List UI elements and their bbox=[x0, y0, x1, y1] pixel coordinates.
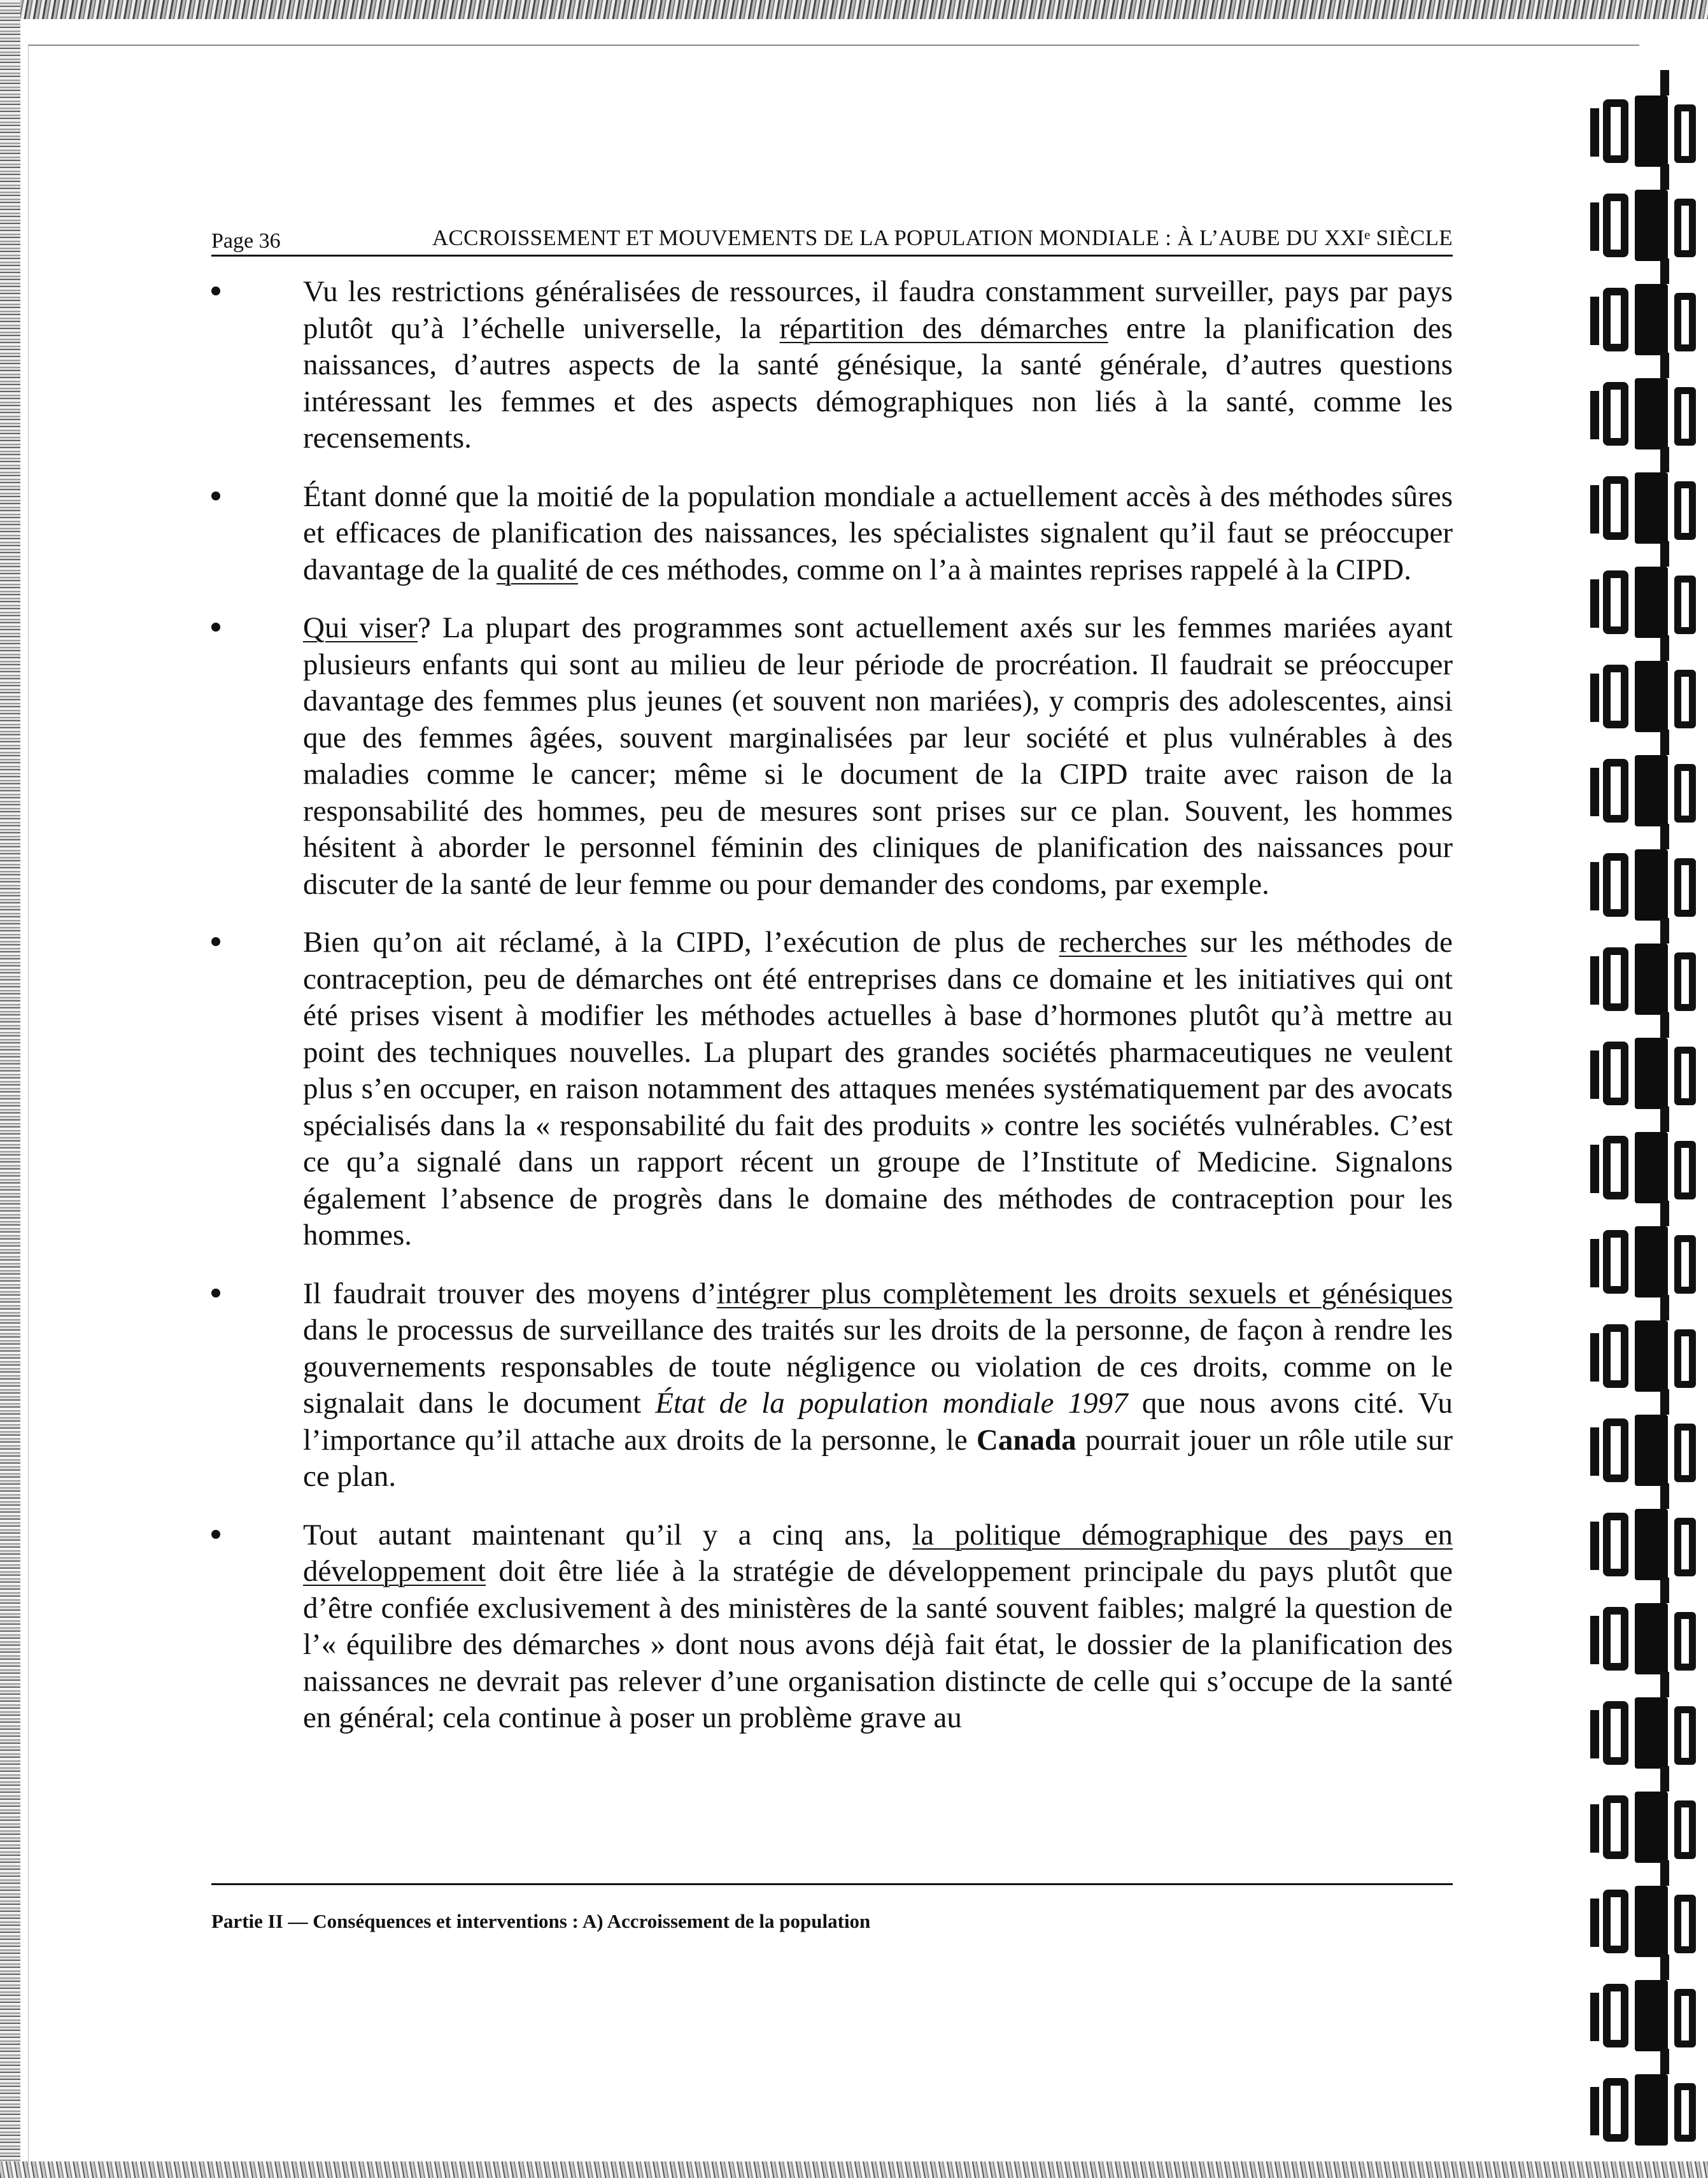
binding-coil bbox=[1589, 95, 1708, 190]
footer-rule bbox=[211, 1883, 1453, 1885]
binding-coil bbox=[1589, 1980, 1708, 2074]
bullet-item bbox=[211, 924, 1453, 1254]
bullet-item bbox=[211, 1517, 1453, 1737]
binding-coil bbox=[1589, 849, 1708, 944]
bullet-dot bbox=[211, 623, 220, 632]
bullet-text: Vu les restrictions généralisées de ressources, il faudra constamment surveiller, pays par pays plutôt qu’à l’échelle universelle, la répartition des démarches entre la planification des naissances, d’autres aspects de la santé génésique, la santé générale, d’autres questions intéressant les femmes et des aspects démographiques non liés à la santé, comme les recensements. bbox=[303, 275, 1453, 455]
binding-coil bbox=[1589, 1886, 1708, 1980]
binding-coil bbox=[1589, 755, 1708, 849]
binding-coil bbox=[1589, 1226, 1708, 1320]
binding-coil bbox=[1589, 1792, 1708, 1886]
binding-coil bbox=[1589, 1603, 1708, 1697]
bullet-item bbox=[211, 610, 1453, 903]
bullet-list bbox=[211, 274, 1453, 1758]
bullet-text: Qui viser? La plupart des programmes sont actuellement axés sur les femmes mariées ayant plusieurs enfants qui sont au milieu de leur période de procréation. Il faudrait se préoccuper davantage des femmes plus jeunes (et souvent non mariées), y compris des adolescentes, ainsi que des femmes âgées, souvent marginalisées par leur société et plus vulnérables à des maladies comme le cancer; même si le document de la CIPD traite avec raison de la responsabilité des hommes, peu de mesures sont prises sur ce plan. Souvent, les hommes hésitent à aborder le personnel féminin des cliniques de planification des naissances pour discuter de la santé de leur femme ou pour demander des condoms, par exemple. bbox=[303, 611, 1453, 901]
bullet-dot bbox=[211, 1530, 220, 1539]
bullet-dot bbox=[211, 491, 220, 500]
bullet-text: Étant donné que la moitié de la population mondiale a actuellement accès à des méthodes sûres et efficaces de planification des naissances, les spécialistes signalent qu’il faut se préoccuper davantage de la qualité de ces méthodes, comme on l’a à maintes reprises rappelé à la CIPD. bbox=[303, 479, 1453, 586]
binding-coil bbox=[1589, 1697, 1708, 1792]
binding-coil bbox=[1589, 284, 1708, 378]
binding-coil bbox=[1589, 661, 1708, 755]
binding-coil bbox=[1589, 1509, 1708, 1603]
binding-coil bbox=[1589, 472, 1708, 567]
scan-edge-top bbox=[0, 0, 1708, 19]
binding-coil bbox=[1589, 2074, 1708, 2168]
binding-coil bbox=[1589, 567, 1708, 661]
header-rule bbox=[211, 255, 1453, 257]
bullet-item bbox=[211, 274, 1453, 457]
bullet-dot bbox=[211, 286, 220, 295]
binding-coil bbox=[1589, 190, 1708, 284]
page-footer: Partie II — Conséquences et interventions : A) Accroissement de la population bbox=[211, 1910, 871, 1932]
binding-coil bbox=[1589, 1038, 1708, 1132]
binding-coil bbox=[1589, 1320, 1708, 1415]
scan-edge-left bbox=[0, 0, 20, 2178]
bullet-dot bbox=[211, 1289, 220, 1298]
spiral-binding bbox=[1589, 0, 1708, 2178]
binding-coil bbox=[1589, 1415, 1708, 1509]
bullet-text: Bien qu’on ait réclamé, à la CIPD, l’exécution de plus de recherches sur les méthodes de contraception, peu de démarches ont été entreprises dans ce domaine et les initiatives qui ont été prises visent à modifier les méthodes actuelles à base d’hormones plutôt qu’à mettre au point des techniques nouvelles. La plupart des grandes sociétés pharmaceutiques ne veulent plus s’en occuper, en raison notamment des attaques menées systématiquement par des avocats spécialisés dans la « responsabilité du fait des produits » contre les sociétés vulnérables. C’est ce qu’a signalé dans un rapport récent un groupe de l’Institute of Medicine. Signalons également l’absence de progrès dans le domaine des méthodes de contraception pour les hommes. bbox=[303, 926, 1453, 1252]
bullet-item bbox=[211, 1276, 1453, 1496]
bullet-item bbox=[211, 479, 1453, 589]
running-header bbox=[211, 225, 1453, 257]
binding-coil bbox=[1589, 1132, 1708, 1226]
binding-coil bbox=[1589, 378, 1708, 472]
bullet-text: Tout autant maintenant qu’il y a cinq ans, la politique démographique des pays en développement doit être liée à la stratégie de développement principale du pays plutôt que d’être confiée exclusivement à des ministères de la santé souvent faibles; malgré la question de l’« équilibre des démarches » dont nous avons déjà fait état, le dossier de la planification des naissances ne devrait pas relever d’une organisation distincte de celle qui s’occupe de la santé en général; cela continue à poser un problème grave au bbox=[303, 1518, 1453, 1734]
header-title: ACCROISSEMENT ET MOUVEMENTS DE LA POPULATION MONDIALE : À L’AUBE DU XXIᵉ SIÈCLE bbox=[432, 225, 1453, 250]
binding-coil bbox=[1589, 944, 1708, 1038]
bullet-text: Il faudrait trouver des moyens d’intégrer plus complètement les droits sexuels et génésiques dans le processus de surveillance des traités sur les droits de la personne, de façon à rendre les gouvernements responsables de toute négligence ou violation de ces droits, comme on le signalait dans le document État de la population mondiale 1997 que nous avons cité. Vu l’importance qu’il attache aux droits de la personne, le Canada pourrait jouer un rôle utile sur ce plan. bbox=[303, 1276, 1453, 1493]
page-number: Page 36 bbox=[211, 229, 281, 253]
bullet-dot bbox=[211, 937, 220, 946]
